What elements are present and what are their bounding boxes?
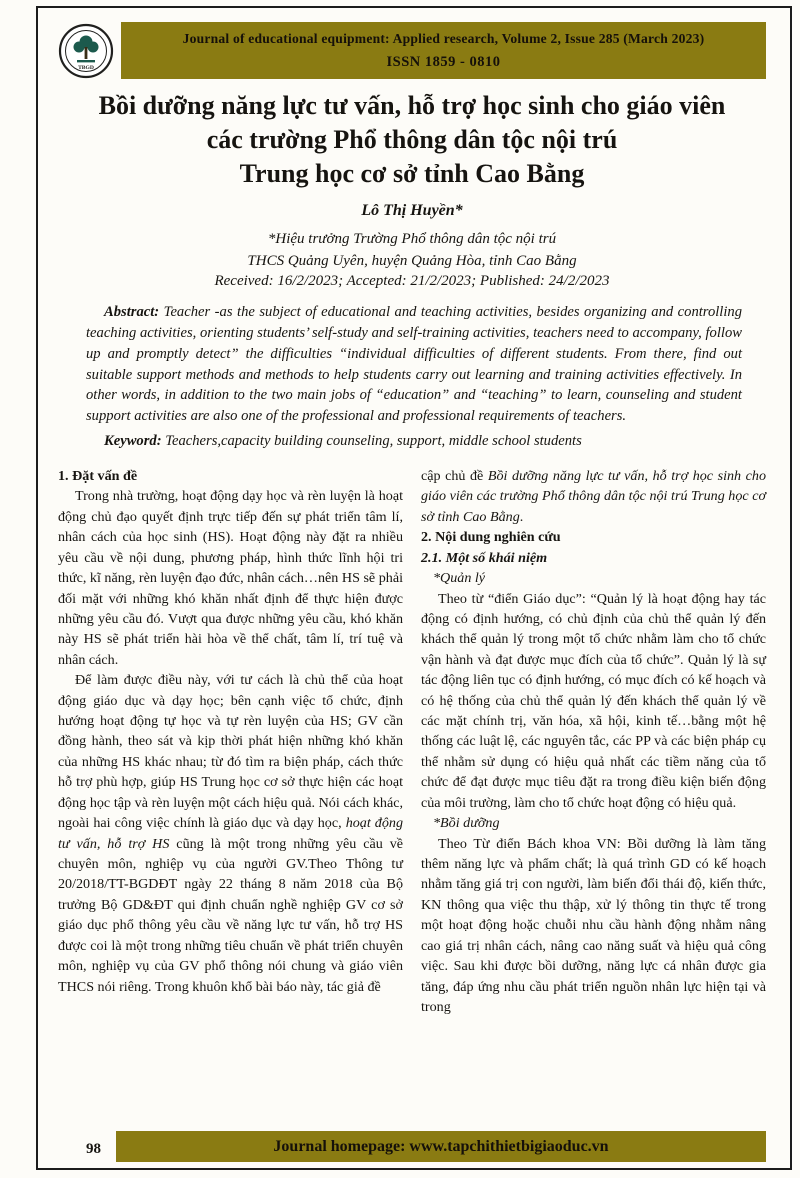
article-title-line-3: Trung học cơ sở tỉnh Cao Bằng (239, 158, 585, 188)
paragraph-text: cập chủ đề (421, 468, 488, 484)
paragraph-text: cũng là một trong những yêu cầu về chuyên môn, nghiệp vụ của người GV.Theo Thông tư 20/2018/TT-BGDĐT ngày 22 tháng 8 năm 2018 của Bộ trưởng Bộ GD&ĐT qui định chuẩn nghề nghiệp GV cơ sở giáo dục phổ thông yêu cầu về năng lực tư vấn, hỗ trợ HS được coi là một trong những tiêu chuẩn về phát triển chuyên môn, nghiệp vụ của GV phổ thông nói chung và giáo viên THCS nói riêng. Trong khuôn khổ bài báo này, tác giả đề (58, 835, 404, 995)
article-title (64, 89, 760, 190)
journal-homepage-text: Journal homepage: www.tapchithietbigiaoduc.vn (273, 1138, 609, 1155)
page-number: 98 (86, 1141, 101, 1157)
article-body (58, 466, 766, 1017)
journal-title-line: Journal of educational equipment: Applied research, Volume 2, Issue 285 (March 2023) (182, 31, 705, 46)
paragraph-quan-ly-definition: Theo từ “điển Giáo dục”: “Quản lý là hoạt động hay tác động có định hướng, có chủ định của chủ thể quản lý đến khách thể quản lý trong một tổ chức nhằm làm cho tổ chức vận hành và đạt được mục đích của tổ chức”. Quản lý là sự tác động liên tục có định hướng, có mục đích có kế hoạch và có hệ thống của chủ thể quản lý đến khách thể quản lý về các mặt chính trị, văn hóa, xã hội, kinh tế…bằng một hệ thống các luật lệ, các nguyên tắc, các PP và các biện pháp cụ thể nhằm sử dụng có hiệu quả nhất các tiềm năng của tổ chức để đạt được mục tiêu đặt ra trong điều kiện biến động của môi trường, làm cho tổ chức hoạt động có hiệu quả. (421, 590, 766, 811)
subsection-heading-2-1: 2.1. Một số khái niệm (421, 549, 548, 566)
section-heading-2: 2. Nội dung nghiên cứu (421, 529, 561, 546)
paragraph-italic-topic: Bồi dưỡng năng lực tư vấn, hỗ trợ học sinh cho giáo viên các trường Phổ thông dân tộc nội trú Trung học cơ sở tỉnh Cao Bằng (421, 468, 766, 525)
journal-logo-seal (58, 23, 114, 79)
keywords (86, 431, 742, 452)
abstract-label: Abstract: (104, 303, 160, 320)
author-affiliation (58, 229, 766, 272)
term-label-quan-ly: *Quản lý (433, 570, 486, 587)
journal-logo (58, 23, 114, 79)
issn-line: ISSN 1859 - 0810 (386, 54, 501, 70)
right-column (421, 466, 766, 1017)
term-label-boi-duong: *Bồi dưỡng (433, 815, 500, 832)
journal-header (58, 22, 766, 79)
page-footer (58, 1131, 766, 1162)
paragraph-boi-duong-definition: Theo Từ điển Bách khoa VN: Bồi dưỡng là làm tăng thêm năng lực và phẩm chất; là quá trình GD có kế hoạch nhằm tăng giá trị con người, làm biến đổi thái độ, kiến thức, KN thông qua việc thu thập, xử lý thông tin thực tế trong một hoạt động hoặc chuỗi nhu cầu hành động nhằm nâng cao giá trị nhân cách, nâng cao năng suất và hiệu quả công việc. Sau khi được bồi dưỡng, năng lực cá nhân được gia tăng, đáp ứng nhu cầu phát triển nguồn nhân lực hiện tại và trong (421, 835, 766, 1015)
paragraph-continuation (421, 466, 766, 527)
article-dates: Received: 16/2/2023; Accepted: 21/2/2023; Published: 24/2/2023 (214, 272, 610, 289)
page-border-frame (36, 6, 792, 1170)
footer-band (116, 1131, 766, 1162)
affiliation-line-1: *Hiệu trưởng Trường Phổ thông dân tộc nội trú (267, 231, 557, 248)
paragraph-text: Để làm được điều này, với tư cách là chủ thể của hoạt động giáo dục và dạy học; bên cạnh việc tổ chức, định hướng hoạt động tự học và tự rèn luyện của HS; GV cần đồng hành, theo sát và kịp thời phát hiện những khó khăn của những HS khác nhau; từ đó tìm ra biện pháp, cách thức hỗ trợ phù hợp, giúp HS Trung học cơ sở thực hiện các hoạt động học tập và rèn luyện một cách hiệu quả. Nói cách khác, ngoài hai công việc chính là giáo dục và dạy học, (58, 672, 403, 832)
paragraph-italic-phrase: hoạt động tư vấn, hỗ trợ HS (58, 815, 403, 852)
section-heading-1: 1. Đặt vấn đề (58, 468, 138, 484)
logo-text: TBGD (78, 64, 94, 71)
abstract (86, 302, 742, 427)
article-title-line-2: các trường Phổ thông dân tộc nội trú (206, 124, 618, 154)
author-name: Lô Thị Huyền* (361, 202, 463, 220)
paragraph-intro: Trong nhà trường, hoạt động dạy học và rèn luyện là hoạt động chủ đạo quyết định trực tiếp đến sự phát triển tâm lí, nhân cách của học sinh (HS). Hoạt động này đặt ra nhiều yêu cầu về nội dung, phương pháp, hình thức lĩnh hội tri thức, kĩ năng, rèn luyện đạo đức, nhân cách…nên HS sẽ phải đối mặt với những khó khăn nhất định để thực hiện được những yêu cầu đó. Vượt qua được những yêu cầu, khó khăn này HS sẽ phát triển hài hòa về thể chất, tâm lí, trí tuệ và nhân cách. (58, 488, 403, 668)
paragraph-rationale (58, 670, 403, 997)
left-column (58, 466, 403, 1017)
affiliation-line-2: THCS Quảng Uyên, huyện Quảng Hòa, tỉnh Cao Bằng (247, 252, 577, 269)
article-title-line-1: Bồi dưỡng năng lực tư vấn, hỗ trợ học sinh cho giáo viên (98, 91, 726, 120)
abstract-text: Teacher -as the subject of educational and teaching activities, besides organizing and controlling teaching activities, orienting students’ self-study and self-training activities, teachers need to accompany, follow up and promptly detect” the difficulties “individual difficulties of different students. From there, find out suitable support methods and methods to help students carry out learning and training activities effectively. In other words, in addition to the two main jobs of “education” and “teaching” to learn, counseling and student support activities are also one of the professional and professional requirements of teachers. (86, 303, 742, 425)
paragraph-text: . (519, 508, 524, 525)
keywords-label: Keyword: (104, 433, 162, 450)
header-band (121, 22, 766, 79)
keywords-text: Teachers,capacity building counseling, support, middle school students (161, 433, 582, 450)
